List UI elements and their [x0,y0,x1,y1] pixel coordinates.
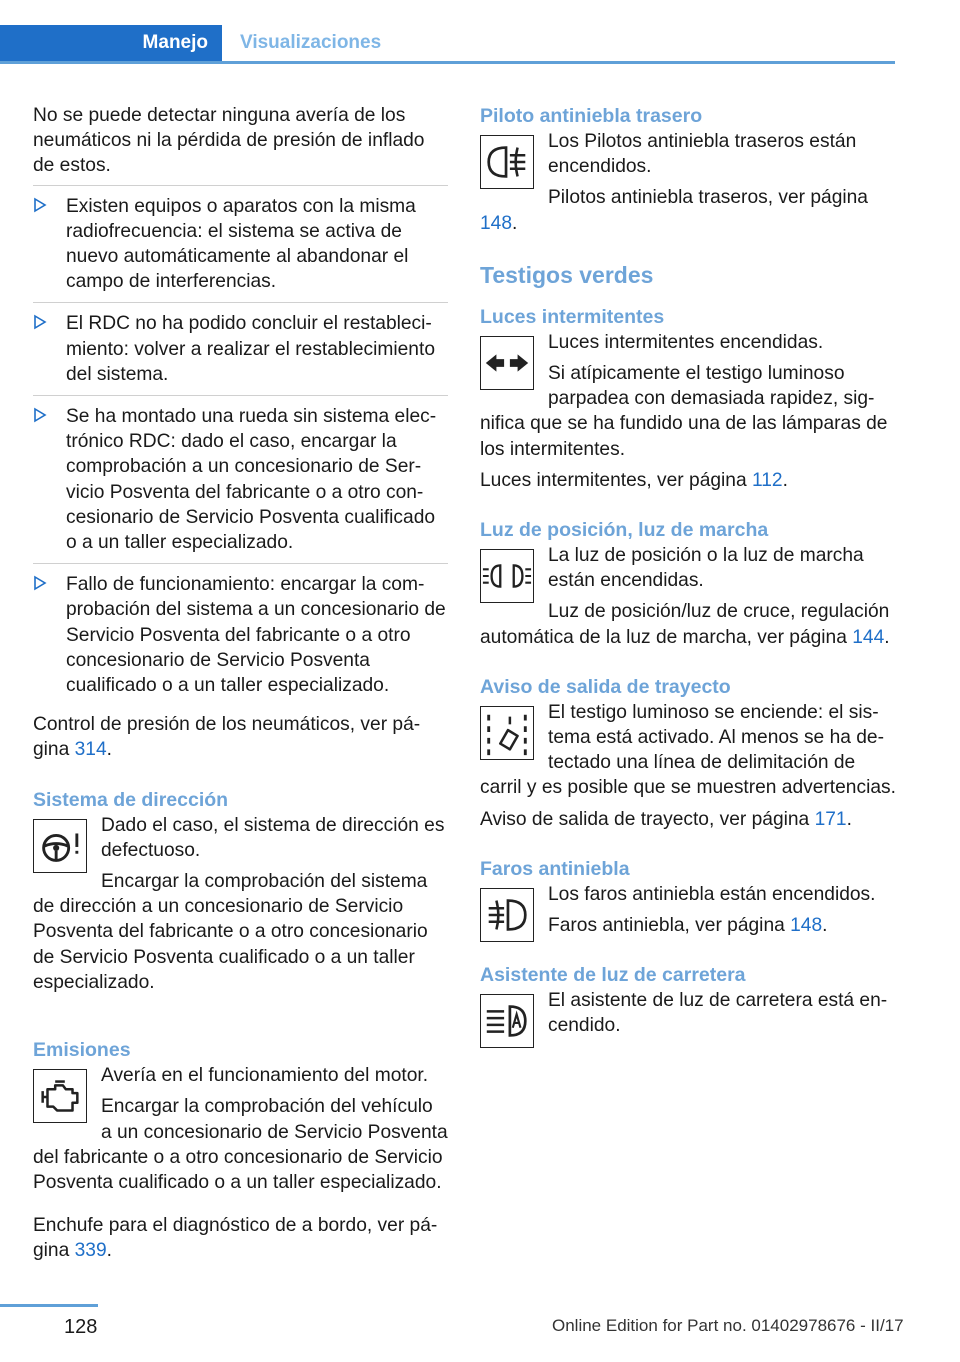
lane-departure-icon [480,706,534,760]
page-link-171[interactable]: 171 [814,808,847,830]
list-item [33,395,448,563]
section-title-lane-departure: Aviso de salida de trayecto [480,675,731,698]
position-light-icon [480,549,534,603]
section-title-steering: Sistema de dirección [33,788,229,811]
steering-line2: Encargar la comprobación del sistema de dirección a un concesionario de Servicio Posventa del fabricante o a otro concesionario de Servicio Posventa cualificado o a un taller especializado. [33,871,428,993]
tab-visualizaciones[interactable]: Visualizaciones [240,32,382,53]
position-reference: Luz de posición/luz de cruce, regulación automática de la luz de marcha, ver página 144. [480,601,890,648]
high-beam-line1: El asistente de luz de carretera está encendido. [548,990,888,1037]
triangle-bullet-icon [33,407,47,423]
page-link-339[interactable]: 339 [74,1240,107,1262]
emissions-line1: Avería en el funcionamiento del motor. [101,1065,429,1087]
page-number: 128 [64,1316,98,1338]
list-item [33,185,448,303]
section-heading-green: Testigos verdes [480,261,654,288]
steering-line1: Dado el caso, el sistema de dirección es defectuoso. [101,814,445,861]
lane-reference: Aviso de salida de trayecto, ver página 171. [480,808,852,830]
section-title-emissions: Emisiones [33,1039,131,1062]
footer-divider [0,1304,98,1307]
bullet-text: Existen equipos o aparatos con la misma radiofrecuencia: el sistema se activa de nuevo automáticamente al abandonar el campo de interferencias. [66,195,416,293]
tpc-reference: Control de presión de los neumáticos, ver página 314. [33,714,421,761]
page-link-112[interactable]: 112 [751,469,783,491]
page-link-148[interactable]: 148 [480,212,513,234]
page-link-144[interactable]: 144 [852,626,885,648]
left-column [33,103,448,1270]
bullet-list [33,185,448,707]
section-title-rear-fog: Piloto antiniebla trasero [480,105,703,127]
bullet-text: Se ha montado una rueda sin sistema electrónico RDC: dado el caso, encargar la comprobación a un concesionario de Servicio Posventa del fabricante o a otro concesionario de Servicio Posventa cualificado o a un taller especializado. [66,406,437,554]
page-header [0,25,895,64]
emissions-line2: Encargar la comprobación del vehículo a un concesionario de Servicio Posventa del fabricante o a otro concesionario de Servicio Posventa cualificado o a un taller especializado. [33,1096,448,1193]
edition-text: Online Edition for Part no. 01402978676 - II/17 [552,1316,904,1335]
bullet-text: Fallo de funcionamiento: encargar la comprobación del sistema a un concesionario de Servicio Posventa del fabricante o a otro concesionario de Servicio Posventa cualificado o a un taller especializado. [66,574,446,697]
obd-reference: Enchufe para el diagnóstico de a bordo, ver página 339. [33,1215,438,1262]
front-fog-line1: Los faros antiniebla están encendidos. [548,883,876,905]
bullet-text: El RDC no ha podido concluir el restablecimiento: volver a realizar el restablecimiento del sistema. [66,313,435,385]
section-title-position-light: Luz de posición, luz de marcha [480,519,769,542]
turn-signal-icon [480,336,534,390]
section-title-turn-signals: Luces intermitentes [480,305,665,328]
lane-line1: El testigo luminoso se enciende: el sistema está activado. Al menos se ha detectado una línea de delimitación de carril y es posible que se muestren advertencias. [480,701,896,799]
list-item [33,563,448,706]
position-line1: La luz de posición o la luz de marcha están encendidas. [548,545,864,592]
triangle-bullet-icon [33,314,47,330]
right-column [480,103,898,1050]
steering-warning-icon [33,819,87,873]
turn-reference: Luces intermitentes, ver página 112. [480,469,788,491]
rear-fog-line1: Los Pilotos antiniebla traseros están encendidos. [548,131,857,178]
high-beam-assistant-icon [480,994,534,1048]
turn-line1: Luces intermitentes encendidas. [548,331,824,353]
intro-text: No se puede detectar ninguna avería de los neumáticos ni la pérdida de presión de inflado de estos. [33,105,425,177]
page-link-148b[interactable]: 148 [790,915,823,937]
front-fog-reference: Faros antiniebla, ver página 148. [548,915,828,937]
rear-fog-reference: Pilotos antiniebla traseros, ver página 148. [480,187,868,234]
front-fog-light-icon [480,888,534,942]
section-title-front-fog: Faros antiniebla [480,857,630,880]
page-link-314[interactable]: 314 [74,739,107,761]
triangle-bullet-icon [33,197,47,213]
turn-line2: Si atípicamente el testigo luminoso parpadea con demasiada rapidez, significa que se ha fundido una de las lámparas de los intermitentes. [480,363,888,460]
section-title-high-beam: Asistente de luz de carretera [480,964,746,987]
engine-warning-icon [33,1069,87,1123]
rear-fog-light-icon [480,135,534,189]
triangle-bullet-icon [33,575,47,591]
tab-manejo[interactable]: Manejo [0,25,222,61]
list-item [33,302,448,395]
